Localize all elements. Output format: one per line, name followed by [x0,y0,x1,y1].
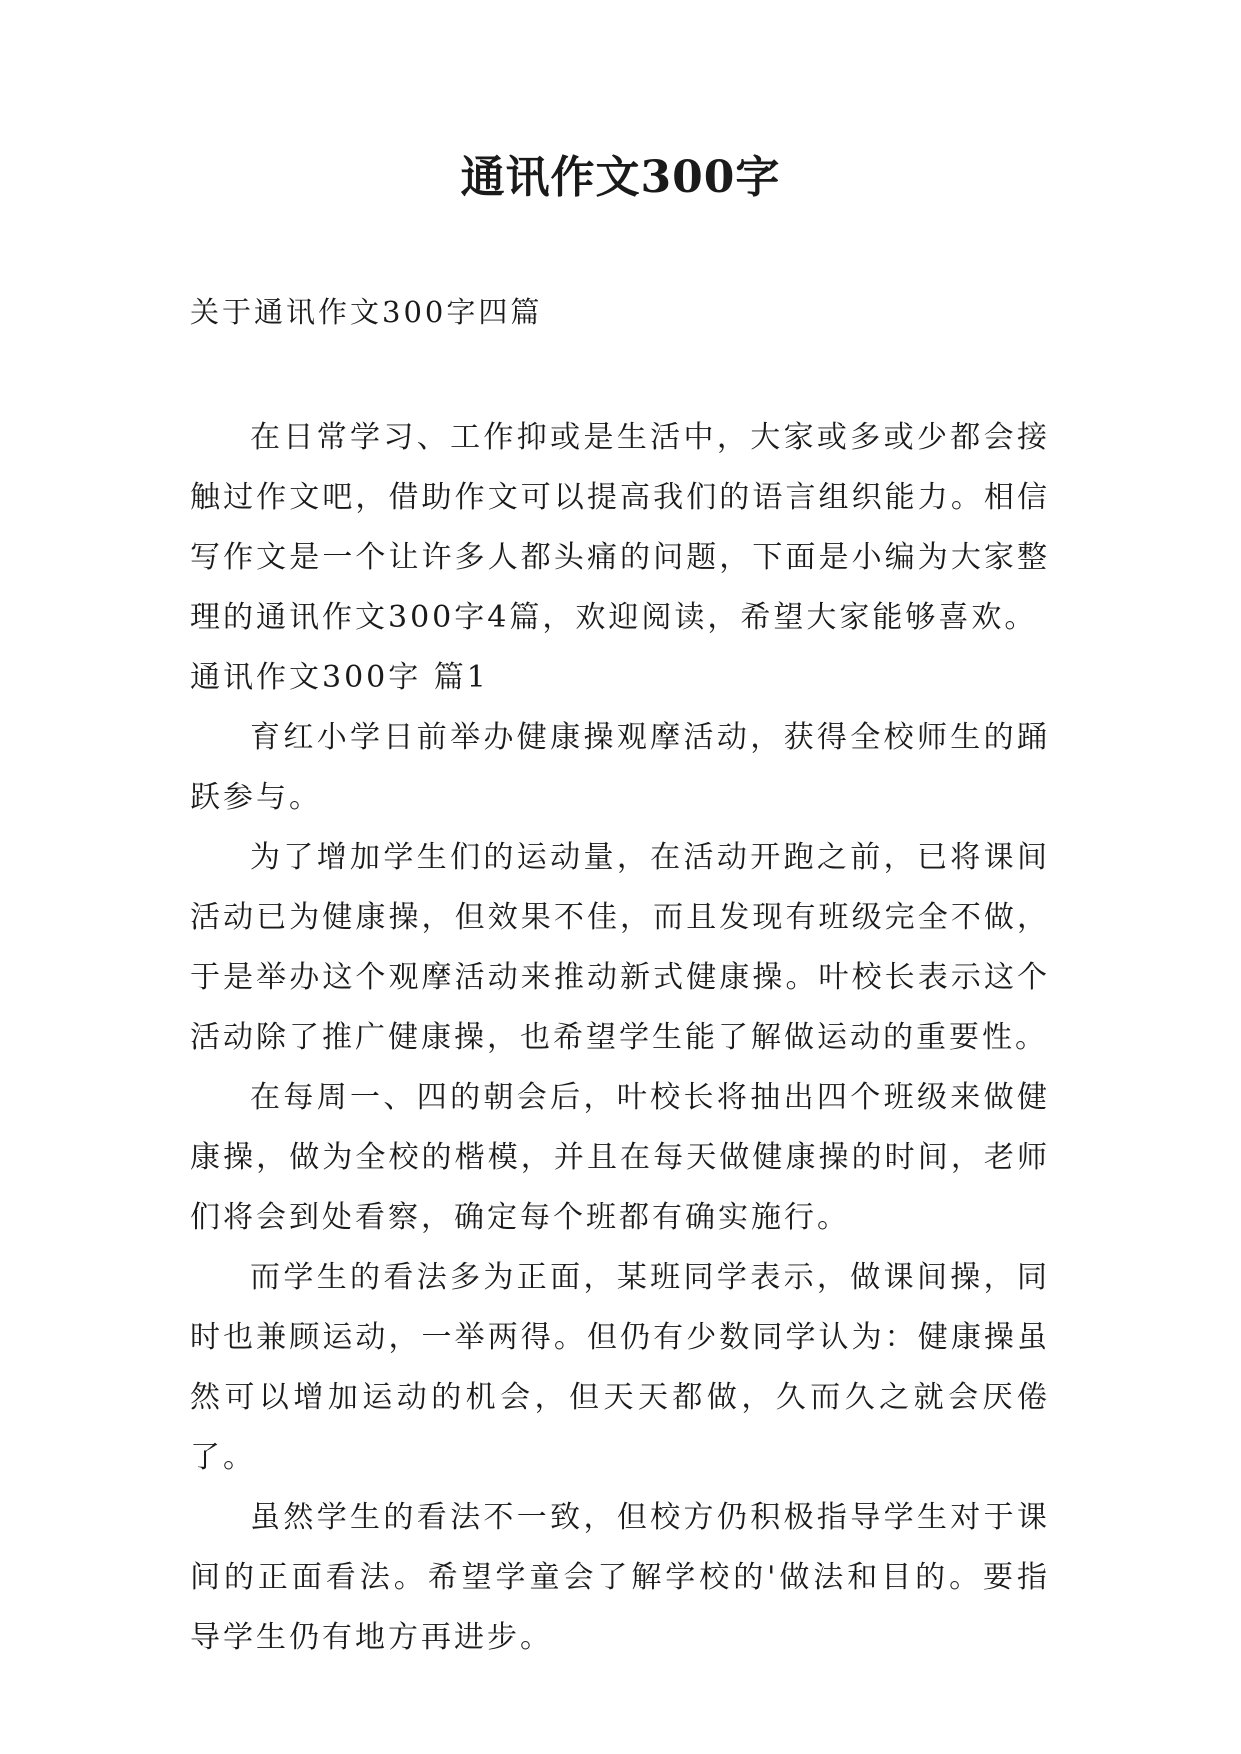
paragraph: 在每周一、四的朝会后，叶校长将抽出四个班级来做健康操，做为全校的楷模，并且在每天做健康操的时间，老师们将会到处看察，确定每个班都有确实施行。 [190,1080,1050,1235]
paragraph: 而学生的看法多为正面，某班同学表示，做课间操，同时也兼顾运动，一举两得。但仍有少数同学认为：健康操虽然可以增加运动的机会，但天天都做，久而久之就会厌倦了。 [190,1260,1050,1475]
paragraph-intro: 在日常学习、工作抑或是生活中，大家或多或少都会接触过作文吧，借助作文可以提高我们的语言组织能力。相信写作文是一个让许多人都头痛的问题，下面是小编为大家整理的通讯作文300字4篇，欢迎阅读，希望大家能够喜欢。 [190,420,1050,635]
paragraph: 为了增加学生们的运动量，在活动开跑之前，已将课间活动已为健康操，但效果不佳，而且发现有班级完全不做，于是举办这个观摩活动来推动新式健康操。叶校长表示这个活动除了推广健康操，也希望学生能了解做运动的重要性。 [190,840,1050,1055]
paragraph: 虽然学生的看法不一致，但校方仍积极指导学生对于课间的正面看法。希望学童会了解学校的'做法和目的。要指导学生仍有地方再进步。 [190,1500,1050,1655]
document-body [190,408,1050,1668]
section-heading: 通讯作文300字 篇1 [190,660,489,695]
paragraph: 育红小学日前举办健康操观摩活动，获得全校师生的踊跃参与。 [190,720,1050,815]
document-subtitle: 关于通讯作文300字四篇 [190,295,543,329]
document-title: 通讯作文300字 [460,152,781,203]
